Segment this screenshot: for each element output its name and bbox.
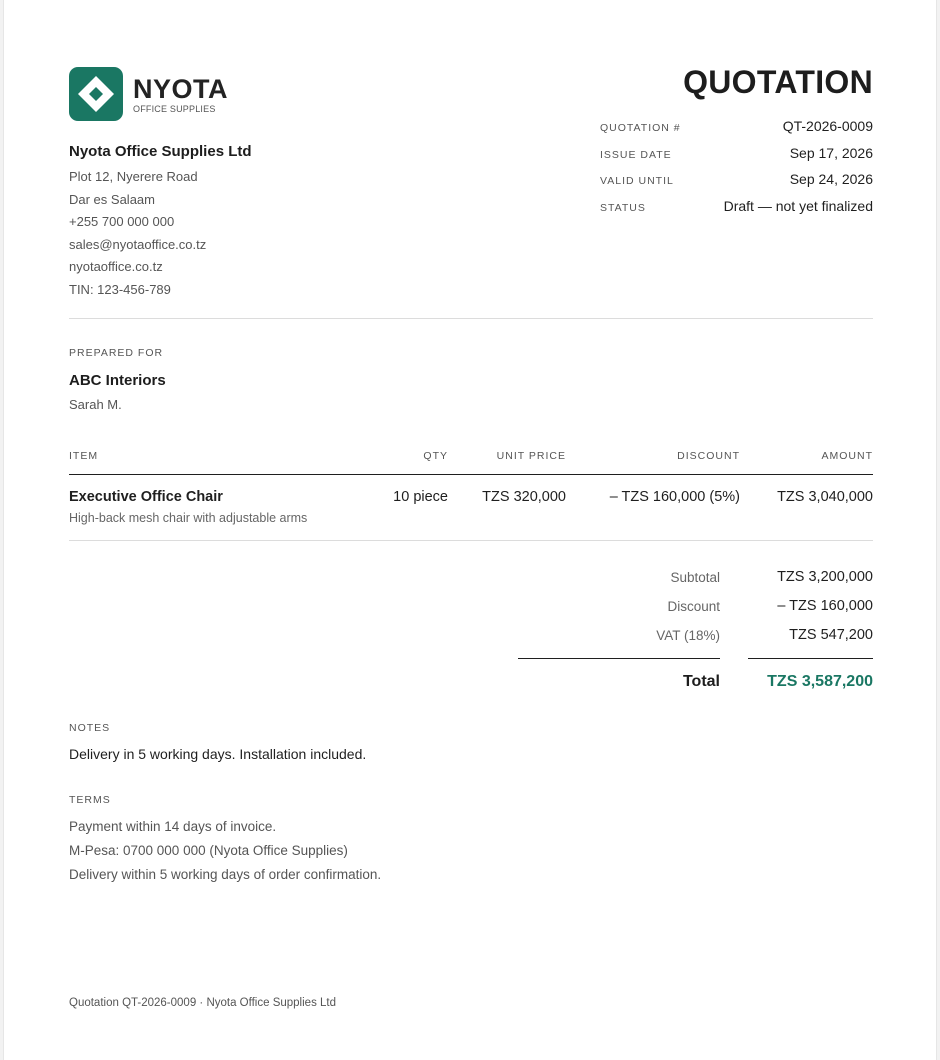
prepared-for-label: PREPARED FOR [69, 347, 164, 359]
quotation-page [3, 0, 937, 1060]
item-description: High-back mesh chair with adjustable arms [69, 511, 308, 525]
meta-row-quotation-number [600, 118, 873, 145]
document-meta [600, 118, 873, 224]
column-header-item: ITEM [69, 450, 99, 462]
subtotal-value: TZS 3,200,000 [777, 569, 873, 585]
column-header-amount: AMOUNT [821, 450, 873, 462]
total-rule-right [748, 658, 873, 659]
item-name: Executive Office Chair [69, 489, 223, 505]
terms-label: TERMS [69, 794, 111, 806]
notes-text: Delivery in 5 working days. Installation included. [69, 746, 367, 762]
company-email[interactable]: sales@nyotaoffice.co.tz [69, 236, 207, 252]
total-rule-left [518, 658, 720, 659]
meta-value: QT-2026-0009 [782, 118, 873, 134]
logo-text [133, 75, 228, 114]
section-divider [69, 318, 873, 319]
company-tin: TIN: 123-456-789 [69, 281, 171, 297]
column-header-unit-price: UNIT PRICE [496, 450, 566, 462]
diamond-logo-icon [69, 67, 123, 121]
vat-row [69, 627, 873, 647]
logo-subtitle: OFFICE SUPPLIES [133, 103, 216, 114]
meta-label: ISSUE DATE [600, 148, 672, 161]
logo-name: NYOTA [133, 73, 228, 104]
client-name: ABC Interiors [69, 372, 166, 389]
terms-line: M-Pesa: 0700 000 000 (Nyota Office Supplies) [69, 843, 348, 858]
item-amount: TZS 3,040,000 [777, 489, 873, 505]
vat-label: VAT (18%) [656, 628, 720, 643]
status-value: Draft — not yet finalized [723, 197, 873, 214]
terms-list [69, 815, 381, 887]
page-content [69, 0, 873, 1060]
document-title: QUOTATION [683, 64, 873, 100]
column-header-discount: DISCOUNT [677, 450, 740, 462]
company-logo [69, 67, 228, 121]
company-address-line1: Plot 12, Nyerere Road [69, 169, 198, 184]
page-footer: Quotation QT-2026-0009 · Nyota Office Supplies Ltd [69, 997, 336, 1009]
meta-value: Sep 24, 2026 [789, 171, 873, 187]
discount-value: – TZS 160,000 [777, 598, 873, 614]
column-header-qty: QTY [423, 450, 448, 462]
client-contact: Sarah M. [69, 397, 122, 412]
item-discount: – TZS 160,000 (5%) [609, 489, 740, 505]
company-address-line2: Dar es Salaam [69, 191, 155, 207]
item-unit-price: TZS 320,000 [482, 489, 566, 505]
discount-row [69, 598, 873, 618]
meta-row-valid-until [600, 171, 873, 198]
company-name: Nyota Office Supplies Ltd [69, 143, 252, 160]
meta-row-issue-date [600, 145, 873, 172]
item-qty: 10 piece [393, 489, 448, 505]
meta-label: VALID UNTIL [600, 175, 674, 187]
meta-value: Sep 17, 2026 [789, 144, 873, 161]
table-row [69, 474, 873, 541]
subtotal-label: Subtotal [670, 570, 720, 585]
company-website[interactable]: nyotaoffice.co.tz [69, 259, 163, 274]
meta-label: STATUS [600, 201, 646, 214]
discount-label: Discount [667, 599, 720, 614]
company-details [69, 143, 252, 301]
total-value: TZS 3,587,200 [767, 673, 873, 690]
vat-value: TZS 547,200 [789, 627, 873, 643]
terms-line: Payment within 14 days of invoice. [69, 819, 277, 834]
company-phone: +255 700 000 000 [69, 214, 175, 229]
terms-line: Delivery within 5 working days of order confirmation. [69, 867, 382, 882]
meta-label: QUOTATION # [600, 122, 681, 134]
notes-label: NOTES [69, 722, 111, 734]
meta-row-status [600, 198, 873, 225]
subtotal-row [69, 569, 873, 589]
total-label: Total [682, 673, 720, 690]
